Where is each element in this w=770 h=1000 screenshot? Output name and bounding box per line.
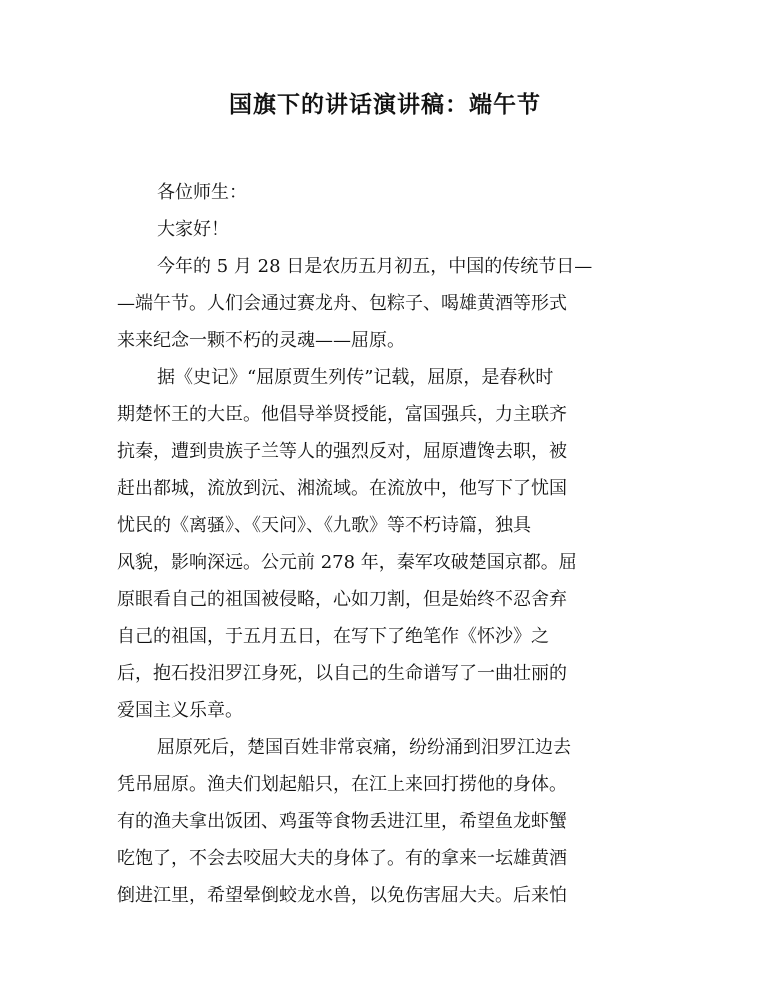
text-line: 赶出都城，流放到沅、湘流域。在流放中，他写下了忧国 <box>117 478 567 499</box>
text-line: 倒进江里，希望晕倒蛟龙水兽，以免伤害屈大夫。后来怕 <box>117 885 567 906</box>
text-line: 各位师生： <box>157 182 247 203</box>
text-line: —端午节。人们会通过赛龙舟、包粽子、喝雄黄酒等形式 <box>117 293 567 314</box>
text-line: 爱国主义乐章。 <box>117 700 243 721</box>
text-line: 今年的 5 月 28 日是农历五月初五，中国的传统节日— <box>157 256 593 277</box>
text-line: 后，抱石投汨罗江身死，以自己的生命谱写了一曲壮丽的 <box>117 663 567 684</box>
text-line: 自己的祖国，于五月五日，在写下了绝笔作《怀沙》之 <box>117 626 549 647</box>
text-line: 忧民的《离骚》、《天问》、《九歌》等不朽诗篇，独具 <box>117 515 531 536</box>
text-line: 抗秦，遭到贵族子兰等人的强烈反对，屈原遭馋去职，被 <box>117 441 567 462</box>
text-line: 凭吊屈原。渔夫们划起船只，在江上来回打捞他的身体。 <box>117 774 567 795</box>
text-line: 屈原死后，楚国百姓非常哀痛，纷纷涌到汨罗江边去 <box>157 737 571 758</box>
text-line: 大家好！ <box>157 219 229 240</box>
text-line: 有的渔夫拿出饭团、鸡蛋等食物丢进江里，希望鱼龙虾蟹 <box>117 811 567 832</box>
document-body <box>117 174 637 914</box>
text-line: 吃饱了，不会去咬屈大夫的身体了。有的拿来一坛雄黄酒 <box>117 848 567 869</box>
text-line: 据《史记》“屈原贾生列传”记载，屈原，是春秋时 <box>157 367 554 388</box>
document-title: 国旗下的讲话演讲稿：端午节 <box>229 92 541 118</box>
text-line: 原眼看自己的祖国被侵略，心如刀割，但是始终不忍舍弃 <box>117 589 567 610</box>
text-line: 风貌，影响深远。公元前 278 年，秦军攻破楚国京都。屈 <box>117 552 577 573</box>
text-line: 来来纪念一颗不朽的灵魂——屈原。 <box>117 330 405 351</box>
text-line: 期楚怀王的大臣。他倡导举贤授能，富国强兵，力主联齐 <box>117 404 567 425</box>
